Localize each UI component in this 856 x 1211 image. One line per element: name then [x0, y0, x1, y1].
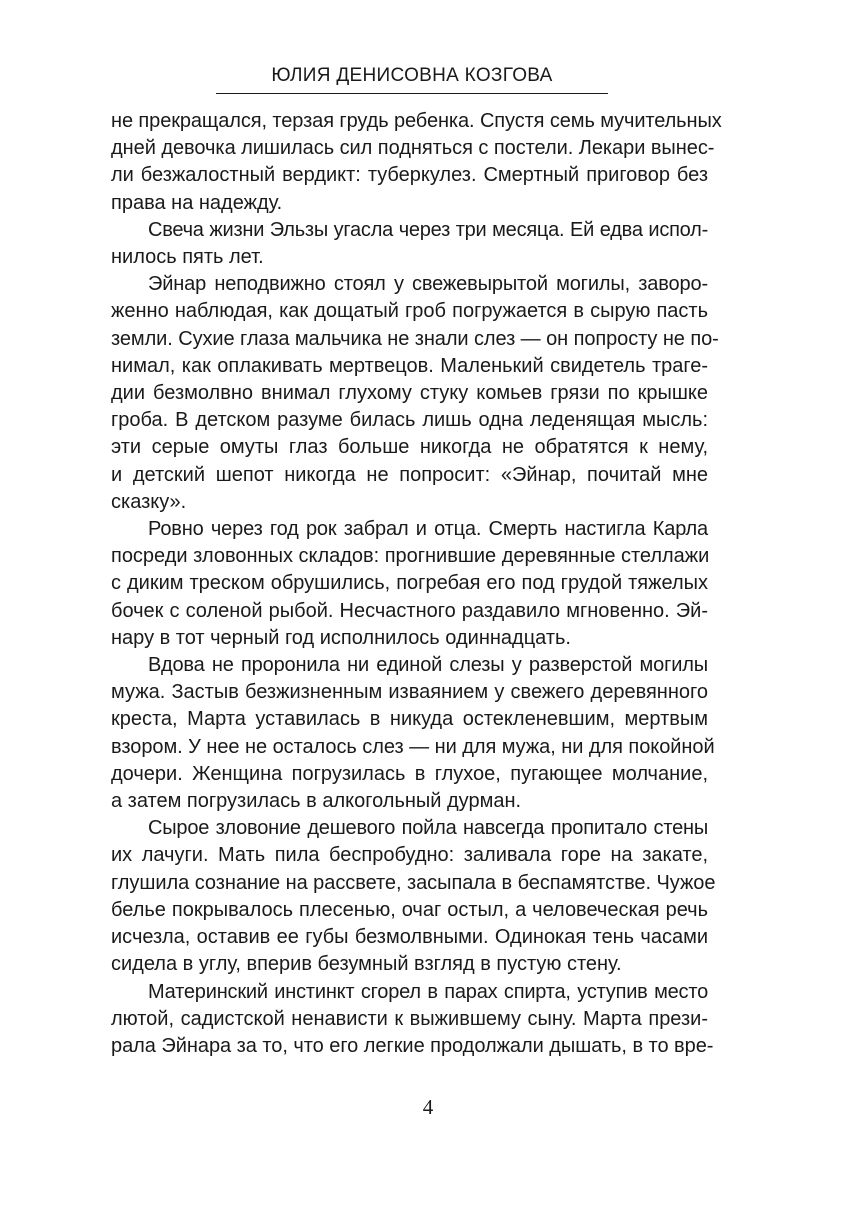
text-line: земли. Сухие глаза мальчика не знали слез — он попросту не по- — [111, 327, 719, 350]
text-line: дней девочка лишилась сил подняться с постели. Лекари вынес- — [111, 137, 715, 160]
text-line: бочек с соленой рыбой. Несчастного раздавило мгновенно. Эй- — [111, 599, 708, 622]
text-line: ли безжалостный вердикт: туберкулез. Смертный приговор без — [111, 164, 708, 187]
paragraph — [111, 217, 708, 271]
text-line: не прекращался, терзая грудь ребенка. Спустя семь мучительных — [111, 110, 722, 132]
text-line: Эйнар неподвижно стоял у свежевырытой могилы, заворо- — [148, 273, 708, 296]
text-line: Ровно через год рок забрал и отца. Смерть настигла Карла — [148, 518, 708, 541]
text-line: гроба. В детском разуме билась лишь одна леденящая мысль: — [111, 409, 708, 432]
paragraph — [111, 815, 716, 978]
text-line: исчезла, оставив ее губы безмолвными. Одинокая тень часами — [111, 926, 708, 949]
text-line: глушила сознание на рассвете, засыпала в беспамятстве. Чужое — [111, 871, 716, 894]
body-text — [111, 108, 722, 1060]
text-line: их лачуги. Мать пила беспробудно: заливала горе на закате, — [111, 844, 708, 867]
text-line: нилось пять лет. — [111, 246, 264, 269]
text-line: креста, Марта уставилась в никуда остекленевшим, мертвым — [111, 708, 708, 731]
text-line: рала Эйнара за то, что его легкие продолжали дышать, в то вре- — [111, 1034, 714, 1057]
text-line: с диким треском обрушились, погребая его под грудой тяжелых — [111, 572, 708, 595]
paragraph — [111, 516, 708, 652]
text-line: мужа. Застыв безжизненным изваянием у свежего деревянного — [111, 681, 708, 704]
paragraph — [111, 979, 714, 1061]
text-line: права на надежду. — [111, 191, 283, 214]
header-rule — [216, 93, 608, 94]
text-line: нару в тот черный год исполнилось одиннадцать. — [111, 626, 571, 649]
text-line: эти серые омуты глаз больше никогда не обратятся к нему, — [111, 436, 708, 459]
text-line: нимал, как оплакивать мертвецов. Маленький свидетель траге- — [111, 354, 708, 377]
text-line: посреди зловонных складов: прогнившие деревянные стеллажи — [111, 545, 710, 568]
text-line: лютой, садистской ненависти к выжившему сыну. Марта прези- — [111, 1007, 708, 1030]
text-line: дии безмолвно внимал глухому стуку комьев грязи по крышке — [111, 382, 708, 405]
running-head-author: ЮЛИЯ ДЕНИСОВНА КОЗГОВА — [271, 65, 553, 86]
text-line: Свеча жизни Эльзы угасла через три месяца. Ей едва испол- — [148, 218, 708, 241]
paragraph — [111, 271, 719, 516]
text-line: сидела в углу, вперив безумный взгляд в пустую стену. — [111, 953, 622, 976]
page-number: 4 — [422, 1095, 434, 1119]
text-line: и детский шепот никогда не попросит: «Эйнар, почитай мне — [111, 463, 708, 486]
text-line: Материнский инстинкт сгорел в парах спирта, уступив место — [148, 980, 708, 1003]
text-line: взором. У нее не осталось слез — ни для мужа, ни для покойной — [111, 735, 715, 758]
text-line: сказку». — [111, 490, 187, 513]
text-line: дочери. Женщина погрузилась в глухое, пугающее молчание, — [111, 762, 708, 785]
paragraph — [111, 108, 722, 217]
text-line: Вдова не проронила ни единой слезы у разверстой могилы — [148, 654, 708, 677]
paragraph — [111, 652, 715, 815]
text-line: а затем погрузилась в алкогольный дурман. — [111, 790, 522, 813]
text-line: белье покрывалось плесенью, очаг остыл, а человеческая речь — [111, 898, 708, 921]
text-line: женно наблюдая, как дощатый гроб погружается в сырую пасть — [111, 300, 708, 323]
text-line: Сырое зловоние дешевого пойла навсегда пропитало стены — [148, 817, 708, 840]
